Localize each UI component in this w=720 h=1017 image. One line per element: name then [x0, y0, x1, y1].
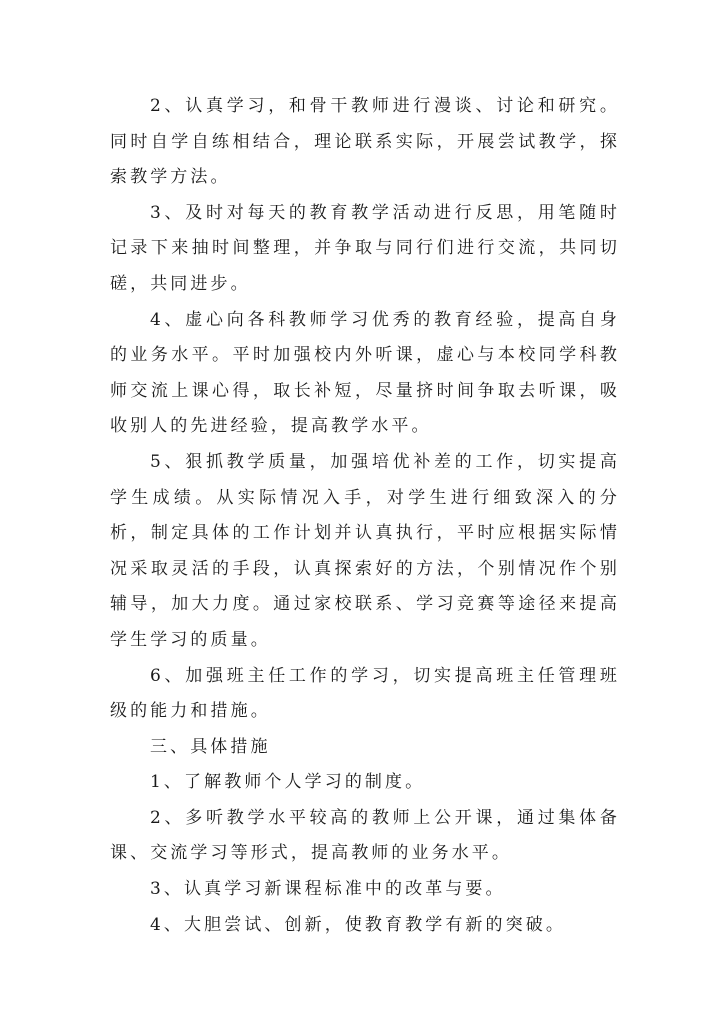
- paragraph-item-2: 2、认真学习，和骨干教师进行漫谈、讨论和研究。同时自学自练相结合，理论联系实际，开展尝试教学，探索教学方法。: [110, 96, 620, 188]
- measure-item-4: 4、大胆尝试、创新，使教育教学有新的突破。: [150, 914, 566, 935]
- measure-item-1: 1、了解教师个人学习的制度。: [150, 772, 426, 793]
- paragraph-item-5: 5、狠抓教学质量，加强培优补差的工作，切实提高学生成绩。从实际情况入手，对学生进行细致深入的分析，制定具体的工作计划并认真执行，平时应根据实际情况采取灵活的手段，认真探索好的方法，个别情况作个别辅导，加大力度。通过家校联系、学习竞赛等途径来提高学生学习的质量。: [110, 451, 620, 650]
- document-body: [110, 89, 620, 943]
- measure-item-3: 3、认真学习新课程标准中的改革与要。: [150, 879, 506, 900]
- paragraph-item-4: 4、虚心向各科教师学习优秀的教育经验，提高自身的业务水平。平时加强校内外听课，虚心与本校同学科教师交流上课心得，取长补短，尽量挤时间争取去听课，吸收别人的先进经验，提高教学水平。: [110, 309, 620, 437]
- paragraph-item-3: 3、及时对每天的教育教学活动进行反思，用笔随时记录下来抽时间整理，并争取与同行们进行交流，共同切磋，共同进步。: [110, 202, 620, 294]
- section-heading-measures: 三、具体措施: [150, 736, 271, 757]
- paragraph-item-6: 6、加强班主任工作的学习，切实提高班主任管理班级的能力和措施。: [110, 665, 620, 722]
- measure-item-2: 2、多听教学水平较高的教师上公开课，通过集体备课、交流学习等形式，提高教师的业务水平。: [110, 807, 620, 864]
